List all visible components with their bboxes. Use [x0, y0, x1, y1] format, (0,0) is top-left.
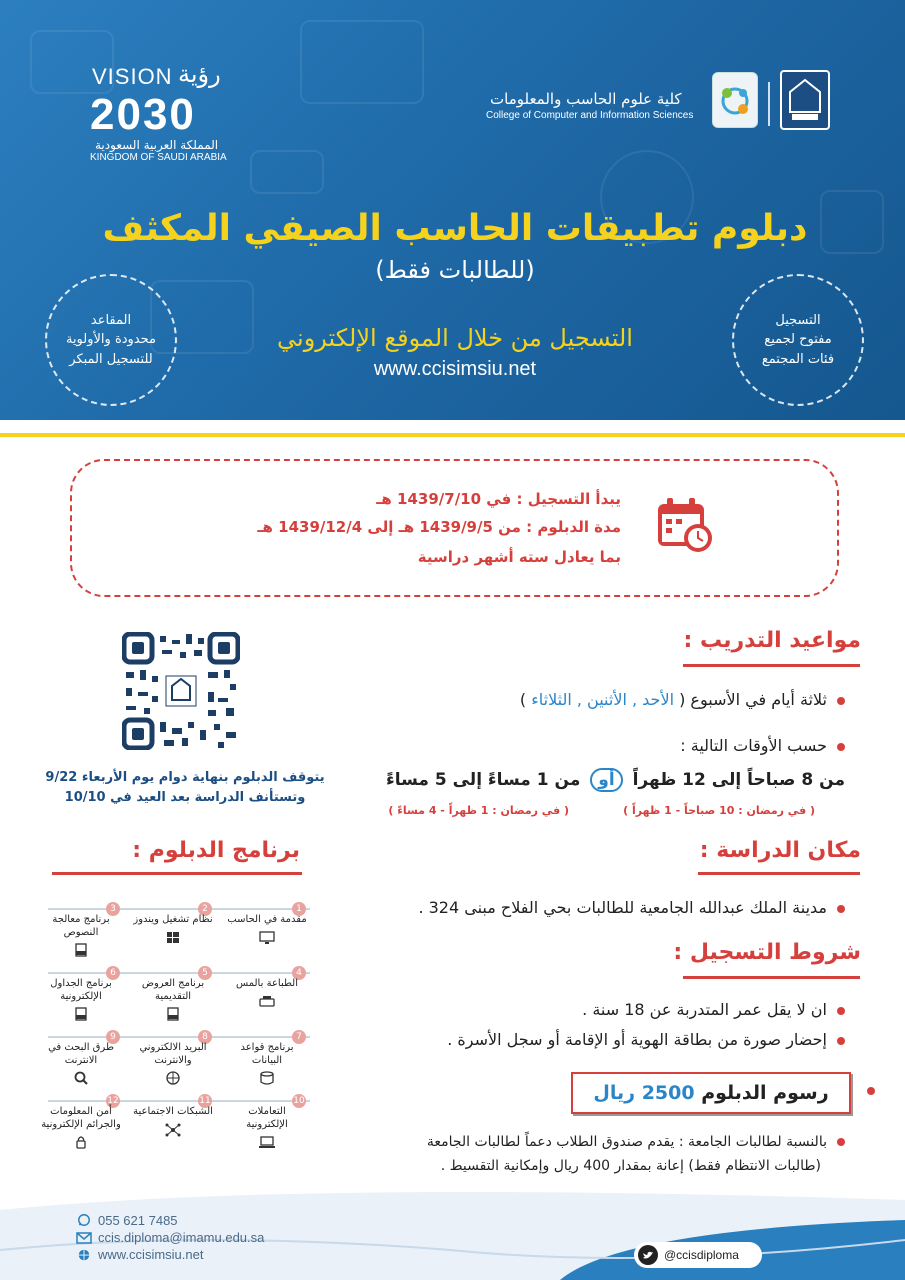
schedule-days — [520, 690, 845, 709]
program-item-label: مقدمة في الحاسب — [227, 914, 307, 925]
calendar-clock-icon — [654, 494, 714, 554]
network-icon — [164, 1123, 182, 1137]
time-morning: من 8 صباحاً إلى 12 ظهراً — [632, 770, 845, 790]
suspension-line-1: يتوقف الدبلوم بنهاية دوام يوم الأربعاء 9/22 — [45, 770, 325, 785]
program-item — [226, 1106, 308, 1168]
register-online-text: التسجيل من خلال الموقع الإلكتروني — [277, 324, 633, 352]
registration-line-3: فئات المجتمع — [761, 351, 835, 367]
conditions-title: شروط التسجيل : — [673, 940, 861, 965]
diploma-duration: مدة الدبلوم : من 1439/9/5 هـ إلى 1439/12/4 هـ — [257, 518, 621, 536]
program-item-number: 7 — [292, 1030, 306, 1044]
fees-box — [571, 1072, 851, 1114]
program-item-number: 6 — [106, 966, 120, 980]
laptop-icon — [258, 1135, 276, 1149]
fees-label: رسوم الدبلوم — [701, 1082, 829, 1104]
program-item — [40, 1106, 122, 1168]
xlsx-icon — [72, 1007, 90, 1021]
program-underline — [52, 872, 302, 875]
program-title: برنامج الدبلوم : — [132, 838, 300, 863]
twitter-icon — [638, 1245, 658, 1265]
schedule-underline — [683, 664, 860, 667]
program-item-label: طرق البحث في الانترنت — [48, 1042, 114, 1066]
college-name-ar: كلية علوم الحاسب والمعلومات — [490, 90, 682, 108]
program-item-label: البريد الالكتروني والانترنت — [139, 1042, 207, 1066]
program-item-label: الطباعة بالمس — [235, 978, 298, 989]
seats-line-3: للتسجيل المبكر — [69, 351, 153, 367]
schedule-times-label — [680, 736, 845, 755]
place-underline — [698, 872, 860, 875]
program-item-number: 10 — [293, 1096, 305, 1106]
vision-number: 2030 — [90, 90, 196, 139]
place-title: مكان الدراسة : — [699, 838, 861, 863]
schedule-times — [386, 768, 845, 792]
register-url-link[interactable]: www.ccisimsiu.net — [373, 358, 537, 380]
fees-note-1 — [427, 1134, 845, 1150]
bullet-icon — [837, 1138, 845, 1146]
vision-kingdom-en: KINGDOM OF SAUDI ARABIA — [90, 152, 227, 163]
bullet-icon — [837, 743, 845, 751]
database-icon — [258, 1071, 276, 1085]
windows-icon — [164, 931, 182, 945]
program-item — [132, 1106, 214, 1168]
doc-icon — [72, 943, 90, 957]
bullet-icon — [867, 1087, 875, 1095]
email-icon — [76, 1231, 92, 1245]
imamu-logo — [780, 70, 830, 130]
program-item-label: التعاملات الإلكترونية — [246, 1106, 288, 1130]
program-item-label: برنامج الجداول الإلكترونية — [50, 978, 112, 1002]
fees-currency: ريال — [593, 1082, 636, 1104]
program-item-label: أمن المعلومات والجرائم الإلكترونية — [41, 1106, 121, 1130]
fees-note-2: (طالبات الانتظام فقط) إعانة بمقدار 400 ريال وإمكانية التقسيط . — [440, 1158, 821, 1174]
program-item-number: 1 — [292, 902, 306, 916]
condition-item — [447, 1030, 845, 1049]
page-title: دبلوم تطبيقات الحاسب الصيفي المكثف — [102, 208, 808, 249]
program-item-number: 5 — [198, 966, 212, 980]
times-label-text: حسب الأوقات التالية : — [680, 736, 827, 755]
registration-line-2: مفتوح لجميع — [764, 332, 832, 348]
condition-text: ان لا يقل عمر المتدربة عن 18 سنة . — [582, 1000, 827, 1019]
place-text-value: مدينة الملك عبدالله الجامعية للطالبات بحي الفلاح مبنى 324 . — [418, 898, 827, 917]
vision-kingdom-ar: المملكة العربية السعودية — [95, 138, 219, 152]
college-name-en: College of Computer and Information Sciences — [486, 110, 694, 121]
days-prefix: ثلاثة أيام في الأسبوع ( — [679, 690, 827, 709]
web-icon — [76, 1248, 92, 1262]
twitter-link[interactable] — [634, 1242, 762, 1268]
program-item-number: 8 — [198, 1030, 212, 1044]
condition-text: إحضار صورة من بطاقة الهوية أو الإقامة أو سجل الأسرة . — [447, 1030, 827, 1049]
ramadan-afternoon: ( في رمضان : 1 ظهراً - 4 مساءً ) — [388, 804, 569, 817]
program-item-number: 12 — [107, 1096, 119, 1106]
registration-line-1: التسجيل — [775, 312, 821, 328]
condition-item — [582, 1000, 845, 1019]
fees-amount: 2500 — [641, 1082, 695, 1104]
lock-icon — [72, 1135, 90, 1149]
program-item-number: 3 — [106, 902, 120, 916]
qr-code[interactable] — [122, 632, 240, 750]
ramadan-morning: ( في رمضان : 10 صباحاً - 1 ظهراً ) — [623, 804, 815, 817]
logo-separator — [768, 82, 770, 126]
or-badge: أو — [590, 768, 622, 792]
seats-line-1: المقاعد — [90, 312, 132, 328]
fees-note-1-text: بالنسبة لطالبات الجامعة : يقدم صندوق الطلاب دعماً لطالبات الجامعة — [426, 1134, 827, 1150]
program-item-label: الشبكات الاجتماعية — [133, 1106, 213, 1117]
program-item-number: 11 — [199, 1096, 211, 1106]
suspension-line-2: وتستأنف الدراسة بعد العيد في 10/10 — [64, 790, 306, 805]
registration-start-date: يبدأ التسجيل : في 1439/7/10 هـ — [376, 490, 621, 508]
time-afternoon: من 1 مساءً إلى 5 مساءً — [386, 770, 581, 790]
bullet-icon — [837, 905, 845, 913]
program-row-line — [48, 908, 310, 910]
ccis-logo — [712, 72, 758, 128]
vision-word: VISION — [92, 64, 173, 89]
days-suffix: ) — [519, 690, 527, 709]
seats-line-2: محدودة والأولوية — [65, 332, 157, 348]
place-text — [418, 898, 845, 917]
contact-web[interactable]: www.ccisimsiu.net — [98, 1247, 204, 1262]
globe-icon — [164, 1071, 182, 1085]
seats-circle — [45, 274, 177, 406]
bullet-icon — [837, 697, 845, 705]
printer-icon — [258, 995, 276, 1009]
ppt-icon — [164, 1007, 182, 1021]
whatsapp-icon — [76, 1213, 92, 1227]
monitor-icon — [258, 931, 276, 945]
program-item-number: 9 — [106, 1030, 120, 1044]
conditions-underline — [683, 976, 860, 979]
program-item-label: نظام تشغيل ويندوز — [133, 914, 213, 925]
program-item-number: 4 — [292, 966, 306, 980]
program-item-label: برنامج قواعد البيانات — [240, 1042, 294, 1066]
program-item-number: 2 — [198, 902, 212, 916]
twitter-handle: @ccisdiploma — [664, 1248, 739, 1262]
registration-circle — [732, 274, 864, 406]
bullet-icon — [837, 1037, 845, 1045]
header-divider — [0, 433, 905, 437]
contact-phone[interactable]: 055 621 7485 — [98, 1213, 178, 1228]
days-list: الأحد , الأثنين , الثلاثاء — [526, 690, 680, 709]
contact-email[interactable]: ccis.diploma@imamu.edu.sa — [98, 1230, 265, 1245]
search-icon — [72, 1071, 90, 1085]
diploma-months: بما يعادل سته أشهر دراسية — [417, 548, 621, 566]
schedule-title: مواعيد التدريب : — [683, 628, 861, 653]
page-subtitle: (للطالبات فقط) — [375, 256, 535, 284]
bullet-icon — [837, 1007, 845, 1015]
program-item-label: برنامج معالجة النصوص — [52, 914, 110, 938]
vision-arabic: رؤية — [178, 60, 221, 88]
program-item-label: برنامج العروض التقديمية — [141, 978, 205, 1002]
